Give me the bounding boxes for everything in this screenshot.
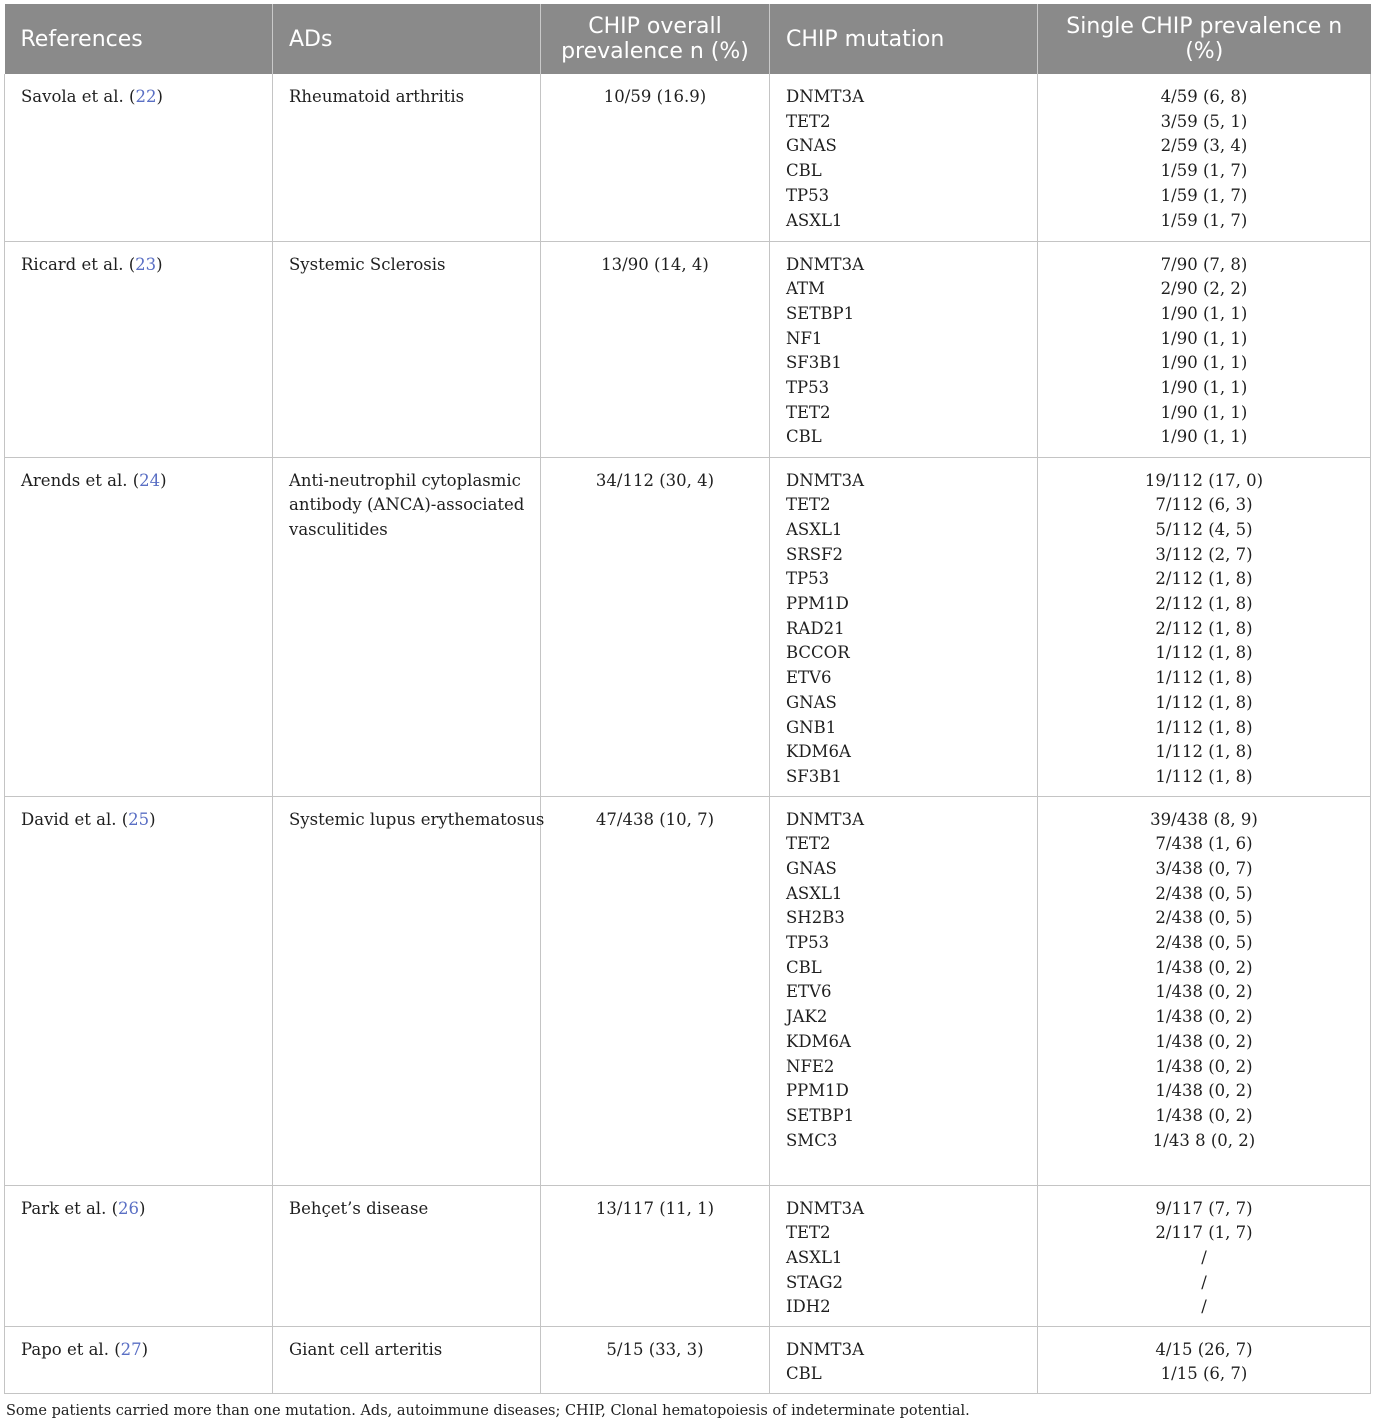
mutation-name: DNMT3A bbox=[786, 470, 864, 490]
table-row bbox=[5, 74, 1371, 241]
mutation-name: TET2 bbox=[786, 402, 831, 422]
disease-name: Systemic lupus erythematosus bbox=[289, 809, 545, 829]
cell-disease bbox=[273, 74, 541, 241]
cell-single-prevalence bbox=[1038, 457, 1371, 796]
mutation-name: IDH2 bbox=[786, 1297, 831, 1317]
single-prevalence-value: 2/112 (1, 8) bbox=[1155, 594, 1253, 614]
mutation-name: DNMT3A bbox=[786, 254, 864, 274]
reference-author: David et al. bbox=[21, 809, 117, 829]
mutation-name: SH2B3 bbox=[786, 908, 845, 928]
single-prevalence-value: 4/59 (6, 8) bbox=[1160, 87, 1248, 106]
mutation-name: KDM6A bbox=[786, 742, 851, 762]
table-row bbox=[5, 1185, 1371, 1326]
cell-chip-mutations bbox=[770, 1185, 1038, 1326]
single-prevalence-value: 1/90 (1, 1) bbox=[1160, 378, 1248, 398]
single-prevalence-value: 1/112 (1, 8) bbox=[1155, 766, 1253, 786]
single-prevalence-value: 1/112 (1, 8) bbox=[1155, 643, 1253, 663]
mutation-name: ASXL1 bbox=[786, 1247, 843, 1267]
header-single-prevalence: Single CHIP prevalence n (%) bbox=[1038, 4, 1371, 74]
table-row bbox=[5, 1326, 1371, 1393]
cell-single-prevalence bbox=[1038, 1326, 1371, 1393]
reference-author: Papo et al. bbox=[21, 1339, 109, 1359]
single-prevalence-value: 3/438 (0, 7) bbox=[1155, 858, 1253, 878]
cell-disease bbox=[273, 1185, 541, 1326]
reference-number-link[interactable]: 27 bbox=[120, 1339, 142, 1359]
disease-name: Behçet’s disease bbox=[289, 1198, 429, 1218]
table-footnote: Some patients carried more than one mutation. Ads, autoimmune diseases; CHIP, Clonal hematopoiesis of indeterminate potential. bbox=[6, 1403, 970, 1419]
mutation-name: TP53 bbox=[786, 185, 830, 205]
single-prevalence-value: 9/117 (7, 7) bbox=[1155, 1198, 1253, 1218]
single-prevalence-value: 7/438 (1, 6) bbox=[1155, 834, 1253, 854]
single-prevalence-value: 5/112 (4, 5) bbox=[1155, 519, 1253, 539]
single-prevalence-value: 1/438 (0, 2) bbox=[1155, 982, 1253, 1002]
mutation-name: TP53 bbox=[786, 378, 830, 398]
mutation-name: CBL bbox=[786, 1364, 822, 1384]
single-prevalence-value: 2/117 (1, 7) bbox=[1155, 1223, 1253, 1243]
header-overall-prevalence: CHIP overall prevalence n (%) bbox=[541, 4, 770, 74]
mutation-name: TET2 bbox=[786, 1223, 831, 1243]
header-references: References bbox=[5, 4, 273, 74]
mutation-name: SF3B1 bbox=[786, 766, 842, 786]
mutation-name: GNB1 bbox=[786, 717, 837, 737]
mutation-name: DNMT3A bbox=[786, 1339, 864, 1359]
header-ads: ADs bbox=[273, 4, 541, 74]
single-prevalence-value: 1/15 (6, 7) bbox=[1160, 1364, 1248, 1384]
mutation-name: CBL bbox=[786, 427, 822, 447]
single-prevalence-value: / bbox=[1201, 1247, 1207, 1267]
single-prevalence-value: 7/90 (7, 8) bbox=[1160, 254, 1248, 274]
cell-chip-mutations bbox=[770, 796, 1038, 1185]
disease-line: Anti-neutrophil cytoplasmic bbox=[289, 470, 521, 490]
disease-line: antibody (ANCA)-associated bbox=[289, 495, 525, 515]
cell-disease bbox=[273, 796, 545, 1185]
cell-reference: Papo et al. (27) bbox=[5, 1326, 273, 1393]
reference-number-link[interactable]: 24 bbox=[139, 470, 161, 490]
cell-reference: Arends et al. (24) bbox=[5, 457, 273, 796]
header-chip-mutation: CHIP mutation bbox=[770, 4, 1038, 74]
single-prevalence-value: 19/112 (17, 0) bbox=[1144, 470, 1264, 490]
mutation-name: TP53 bbox=[786, 933, 830, 953]
single-prevalence-value: 1/90 (1, 1) bbox=[1160, 328, 1248, 348]
reference-author: Arends et al. bbox=[21, 470, 128, 490]
disease-name: Systemic Sclerosis bbox=[289, 254, 446, 274]
mutation-name: KDM6A bbox=[786, 1031, 851, 1051]
cell-single-prevalence bbox=[1038, 241, 1371, 457]
reference-number-link[interactable]: 26 bbox=[118, 1198, 140, 1218]
mutation-name: TP53 bbox=[786, 569, 830, 589]
mutation-name: NFE2 bbox=[786, 1056, 835, 1076]
single-prevalence-value: 1/90 (1, 1) bbox=[1160, 402, 1248, 422]
single-prevalence-value: 1/438 (0, 2) bbox=[1155, 1031, 1253, 1051]
mutation-name: ETV6 bbox=[786, 668, 832, 688]
mutation-name: DNMT3A bbox=[786, 809, 864, 829]
cell-reference: Ricard et al. (23) bbox=[5, 241, 273, 457]
single-prevalence-value: 2/90 (2, 2) bbox=[1160, 279, 1248, 299]
single-prevalence-value: 1/112 (1, 8) bbox=[1155, 742, 1253, 762]
single-prevalence-value: 2/438 (0, 5) bbox=[1155, 883, 1253, 903]
mutation-name: PPM1D bbox=[786, 594, 849, 614]
mutation-name: ASXL1 bbox=[786, 210, 843, 230]
table-row bbox=[5, 796, 1371, 1185]
cell-chip-mutations bbox=[770, 241, 1038, 457]
mutation-name: ATM bbox=[786, 279, 825, 299]
mutation-name: GNAS bbox=[786, 692, 837, 712]
cell-single-prevalence bbox=[1038, 796, 1371, 1185]
mutation-name: TET2 bbox=[786, 111, 831, 131]
cell-overall-prevalence: 34/112 (30, 4) bbox=[541, 457, 770, 796]
cell-single-prevalence bbox=[1038, 74, 1371, 241]
cell-overall-prevalence: 47/438 (10, 7) bbox=[541, 796, 770, 1185]
mutation-name: DNMT3A bbox=[786, 87, 864, 106]
cell-disease bbox=[273, 241, 541, 457]
mutation-name: BCCOR bbox=[786, 643, 850, 663]
cell-chip-mutations bbox=[770, 1326, 1038, 1393]
mutation-name: GNAS bbox=[786, 858, 837, 878]
mutation-name: DNMT3A bbox=[786, 1198, 864, 1218]
mutation-name: JAK2 bbox=[786, 1007, 828, 1027]
cell-disease bbox=[273, 457, 541, 796]
table-row bbox=[5, 457, 1371, 796]
single-prevalence-value: 1/438 (0, 2) bbox=[1155, 957, 1253, 977]
single-prevalence-value: 1/112 (1, 8) bbox=[1155, 668, 1253, 688]
single-prevalence-value: / bbox=[1201, 1272, 1207, 1292]
table-row bbox=[5, 241, 1371, 457]
reference-number-link[interactable]: 22 bbox=[135, 87, 157, 106]
single-prevalence-value: / bbox=[1201, 1297, 1207, 1317]
disease-line: vasculitides bbox=[289, 519, 388, 539]
single-prevalence-value: 2/438 (0, 5) bbox=[1155, 933, 1253, 953]
cell-reference: David et al. (25) bbox=[5, 796, 273, 1185]
reference-author: Park et al. bbox=[21, 1198, 107, 1218]
mutation-name: GNAS bbox=[786, 136, 837, 156]
reference-number-link[interactable]: 23 bbox=[135, 254, 157, 274]
mutation-name: CBL bbox=[786, 161, 822, 181]
chip-prevalence-table-container bbox=[4, 4, 1370, 1394]
single-prevalence-value: 1/90 (1, 1) bbox=[1160, 353, 1248, 373]
disease-name: Rheumatoid arthritis bbox=[289, 87, 465, 106]
mutation-name: SETBP1 bbox=[786, 1105, 855, 1125]
single-prevalence-value: 1/90 (1, 1) bbox=[1160, 427, 1248, 447]
single-prevalence-value: 1/438 (0, 2) bbox=[1155, 1105, 1253, 1125]
mutation-name: RAD21 bbox=[786, 618, 845, 638]
table-header bbox=[5, 4, 1371, 74]
single-prevalence-value: 1/59 (1, 7) bbox=[1160, 210, 1248, 230]
mutation-name: CBL bbox=[786, 957, 822, 977]
single-prevalence-value: 1/59 (1, 7) bbox=[1160, 161, 1248, 181]
single-prevalence-value: 2/112 (1, 8) bbox=[1155, 569, 1253, 589]
single-prevalence-value: 1/438 (0, 2) bbox=[1155, 1056, 1253, 1076]
single-prevalence-value: 2/112 (1, 8) bbox=[1155, 618, 1253, 638]
single-prevalence-value: 4/15 (26, 7) bbox=[1155, 1339, 1253, 1359]
single-prevalence-value: 1/438 (0, 2) bbox=[1155, 1007, 1253, 1027]
mutation-name: SMC3 bbox=[786, 1130, 838, 1150]
single-prevalence-value: 2/438 (0, 5) bbox=[1155, 908, 1253, 928]
single-prevalence-value: 39/438 (8, 9) bbox=[1150, 809, 1258, 829]
mutation-name: SF3B1 bbox=[786, 353, 842, 373]
single-prevalence-value: 3/112 (2, 7) bbox=[1155, 544, 1253, 564]
mutation-name: STAG2 bbox=[786, 1272, 844, 1292]
mutation-name: ASXL1 bbox=[786, 883, 843, 903]
single-prevalence-value: 1/43 8 (0, 2) bbox=[1152, 1130, 1256, 1150]
disease-name: Giant cell arteritis bbox=[289, 1339, 443, 1359]
reference-number-link[interactable]: 25 bbox=[128, 809, 150, 829]
single-prevalence-value: 7/112 (6, 3) bbox=[1155, 495, 1253, 515]
mutation-name: SETBP1 bbox=[786, 303, 855, 323]
cell-chip-mutations bbox=[770, 74, 1038, 241]
single-prevalence-value: 1/59 (1, 7) bbox=[1160, 185, 1248, 205]
reference-author: Savola et al. bbox=[21, 87, 124, 106]
single-prevalence-value: 3/59 (5, 1) bbox=[1160, 111, 1248, 131]
cell-overall-prevalence: 13/90 (14, 4) bbox=[541, 241, 770, 457]
cell-overall-prevalence: 13/117 (11, 1) bbox=[541, 1185, 770, 1326]
cell-reference: Savola et al. (22) bbox=[5, 74, 273, 241]
cell-chip-mutations bbox=[770, 457, 1038, 796]
chip-prevalence-table bbox=[4, 4, 1371, 1394]
single-prevalence-value: 1/112 (1, 8) bbox=[1155, 692, 1253, 712]
single-prevalence-value: 2/59 (3, 4) bbox=[1160, 136, 1248, 156]
mutation-name: ETV6 bbox=[786, 982, 832, 1002]
mutation-name: TET2 bbox=[786, 495, 831, 515]
mutation-name: TET2 bbox=[786, 834, 831, 854]
single-prevalence-value: 1/438 (0, 2) bbox=[1155, 1081, 1253, 1101]
table-body bbox=[5, 74, 1371, 1393]
single-prevalence-value: 1/112 (1, 8) bbox=[1155, 717, 1253, 737]
reference-author: Ricard et al. bbox=[21, 254, 124, 274]
cell-single-prevalence bbox=[1038, 1185, 1371, 1326]
mutation-name: PPM1D bbox=[786, 1081, 849, 1101]
mutation-name: NF1 bbox=[786, 328, 823, 348]
single-prevalence-value: 1/90 (1, 1) bbox=[1160, 303, 1248, 323]
mutation-name: ASXL1 bbox=[786, 519, 843, 539]
cell-disease bbox=[273, 1326, 541, 1393]
cell-overall-prevalence: 10/59 (16.9) bbox=[541, 74, 770, 241]
mutation-name: SRSF2 bbox=[786, 544, 843, 564]
cell-overall-prevalence: 5/15 (33, 3) bbox=[541, 1326, 770, 1393]
cell-reference: Park et al. (26) bbox=[5, 1185, 273, 1326]
